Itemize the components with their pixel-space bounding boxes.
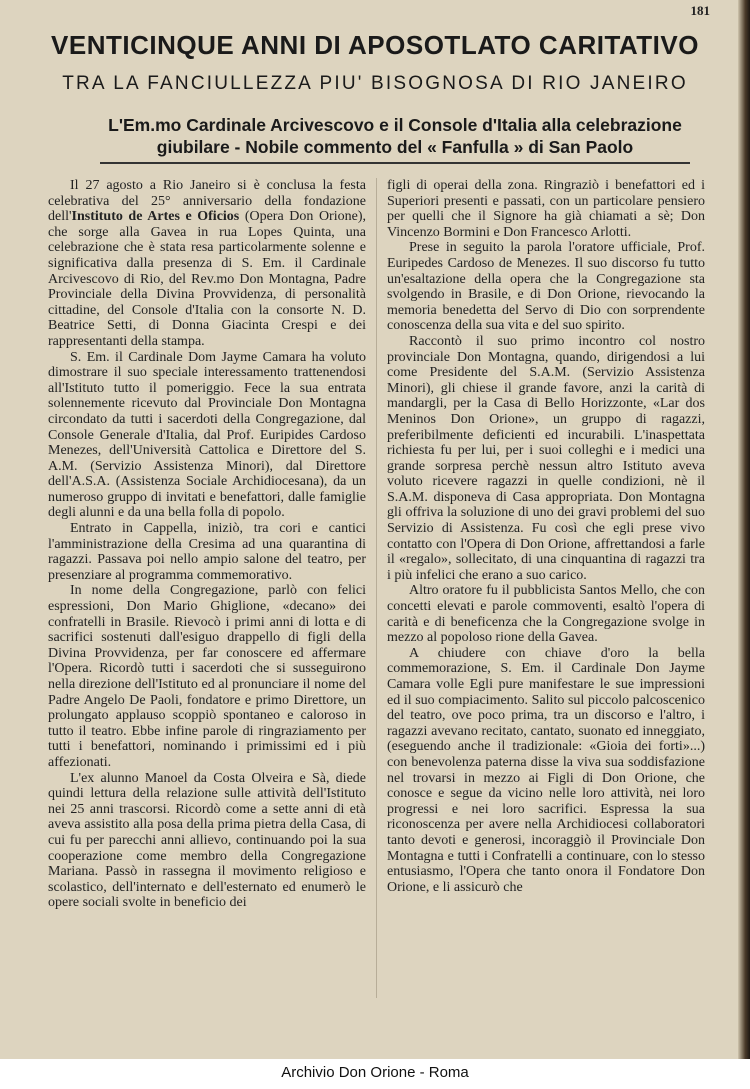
article-title: VENTICINQUE ANNI DI APOSOTLATO CARITATIVO (51, 30, 699, 60)
binding-edge (738, 0, 750, 1059)
paragraph: In nome della Congregazione, parlò con felici espressioni, Don Mario Ghiglione, «decano» dei confratelli in Brasile. Rievocò i primi anni di lotta e di sacrifici sostenuti dall'esiguo drappello di figli della Divina Provvidenza, per far conoscere ed affermare l'Opera. Ricordò tutti i sacerdoti che si susseguirono nella direzione dell'Istituto ed al pronunciare il nome del Padre Angelo De Paoli, fondatore e primo Direttore, un prolungato applauso scoppiò spontaneo e caloroso in tutto il teatro. Ebbe infine parole di ringraziamento per tutti i benefattori, nominando i primissimi ed i più affezionati. (48, 583, 366, 770)
paragraph: L'ex alunno Manoel da Costa Olveira e Sà, diede quindi lettura della relazione sulle attività dell'Istituto nei 25 anni trascorsi. Ricordò come a sette anni di età aveva assistito alla posa della prima pietra della Casa, di cui fu per parecchi anni allievo, continuando poi la sua cooperazione come membro della Congregazione Mariana. Passò in rassegna il movimento religioso e scolastico, dell'internato e dell'esternato ed enumerò le opere sociali svolte in beneficio dei (48, 770, 366, 911)
paragraph: S. Em. il Cardinale Dom Jayme Camara ha voluto dimostrare il suo speciale interessamento trattenendosi all'Istituto tutto il pomeriggio. Fece la sua entrata solennemente ricevuto dal Provinciale Don Montagna circondato da tutti i sacerdoti della Congregazione, dal Console Generale d'Italia, dal Prof. Euripides Cardoso Menezes, dell'Università Cattolica e Direttore del S. A.M. (Servizio Assistenza Minori), dal Direttore dell'A.S.A. (Assistenza Sociale Archidiocesana), da un numeroso gruppo di invitati e benefattori, dalle famiglie degli alunni e da una bella folla di popolo. (48, 349, 366, 521)
paragraph: figli di operai della zona. Ringraziò i benefattori ed i Superiori presenti e passati, con un particolare pensiero per quelli che il Signore ha già chiamati a sè; Don Vincenzo Bormini e Don Francesco Arlotti. (387, 178, 705, 240)
institute-name: Instituto de Artes e Oficios (71, 209, 240, 225)
paragraph (48, 178, 366, 350)
paragraph-text: (Opera Don Orione), che sorge alla Gavea in rua Lopes Quinta, una celebrazione che è stata resa particolarmente solenne e significativa dalla presenza di S. Em. il Cardinale Arcivescovo di Rio, del Rev.mo Don Montagna, Padre Provinciale della Divina Provvidenza, di personalità cittadine, del Console d'Italia con la consorte N. D. Beatrice Setti, di Donna Giacinta Crespi e dei rappresentanti della stampa. (48, 209, 366, 349)
paragraph: A chiudere con chiave d'oro la bella commemorazione, S. Em. il Cardinale Don Jayme Camara volle Egli pure manifestare le sue impressioni ed il suo compiacimento. Salito sul piccolo palcoscenico del teatro, ove poco prima, tra un discorso e l'altro, i ragazzi avevano recitato, cantato, suonato ed inneggiato, (eseguendo anche il tradizionale: «Gioia dei forti»...) con benevolenza paterna disse la viva sua soddisfazione nel trovarsi in mezzo ai Figli di Don Orione, che conosce e segue da vicino nelle loro attività, nei loro progressi e nei loro sacrifici. Espressa la sua riconoscenza per avere nella Archidiocesi collaboratori tanto devoti e generosi, incoraggiò il Provinciale Don Montagna e tutti i Confratelli a continuare, con lo stesso entusiasmo, l'Opera che tanto onora il Fondatore Don Orione, e li assicurò che (387, 645, 705, 895)
page-number: 181 (690, 3, 710, 18)
left-column (48, 178, 366, 911)
paragraph: Prese in seguito la parola l'oratore ufficiale, Prof. Euripedes Cardoso de Menezes. Il suo discorso fu tutto un'esaltazione della opera che la Congregazione sta svolgendo in Brasile, e di Don Orione, rievocando la memoria benedetta del Servo di Dio con sorprendente conoscenza della sua vita e del suo spirito. (387, 240, 705, 334)
right-column (387, 178, 705, 895)
column-divider (376, 178, 377, 998)
archive-footer: Archivio Don Orione - Roma (281, 1064, 469, 1081)
paragraph-text: Il 27 agosto a Rio Janeiro si è conclusa la festa celebrativa del 25° anniversario della fondazione dell' (48, 178, 366, 225)
paragraph: Raccontò il suo primo incontro col nostro provinciale Don Montagna, quando, dirigendosi a lui come Presidente del S.A.M. (Servizio Assistenza Minori), gli chiese il grande favore, anzi la carità di mandargli, per la Casa di Bello Horizzonte, «Lar dos Meninos Don Orione», un gruppo di ragazzi, preferibilmente deficienti ed incurabili. L'inaspettata richiesta fu per lui, per i suoi colleghi e i medici una grande sorpresa perchè nessun altro Istituto aveva voluto ricevere ragazzi in quelle condizioni, nè il S.A.M. disponeva di Casa appropriata. Don Montagna gli offriva la soluzione di uno dei gravi problemi del suo Servizio di Assistenza. Fu così che egli prese vivo contatto con l'Opera di Don Orione, affrettandosi a farle il «regalo», sollecitato, di una cinquantina di ragazzi tra i più infelici che erano a suo carico. (387, 333, 705, 583)
article-lead: L'Em.mo Cardinale Arcivescovo e il Console d'Italia alla celebrazione giubilare - Nobile commento del « Fanfulla » di San Paolo (108, 115, 682, 157)
article-subtitle: TRA LA FANCIULLEZZA PIU' BISOGNOSA DI RIO JANEIRO (62, 73, 688, 94)
paragraph: Altro oratore fu il pubblicista Santos Mello, che con concetti elevati e parole commoventi, esaltò l'opera di carità e di beneficenza che la Congregazione svolge in mezzo al popoloso rione della Gavea. (387, 583, 705, 646)
lead-block (100, 114, 690, 158)
header-rule (100, 162, 690, 164)
paragraph: Entrato in Cappella, iniziò, tra cori e cantici l'amministrazione della Cresima ad una quarantina di ragazzi. Passava poi nello ampio salone del teatro, per presenziare al programma commemorativo. (48, 521, 366, 583)
